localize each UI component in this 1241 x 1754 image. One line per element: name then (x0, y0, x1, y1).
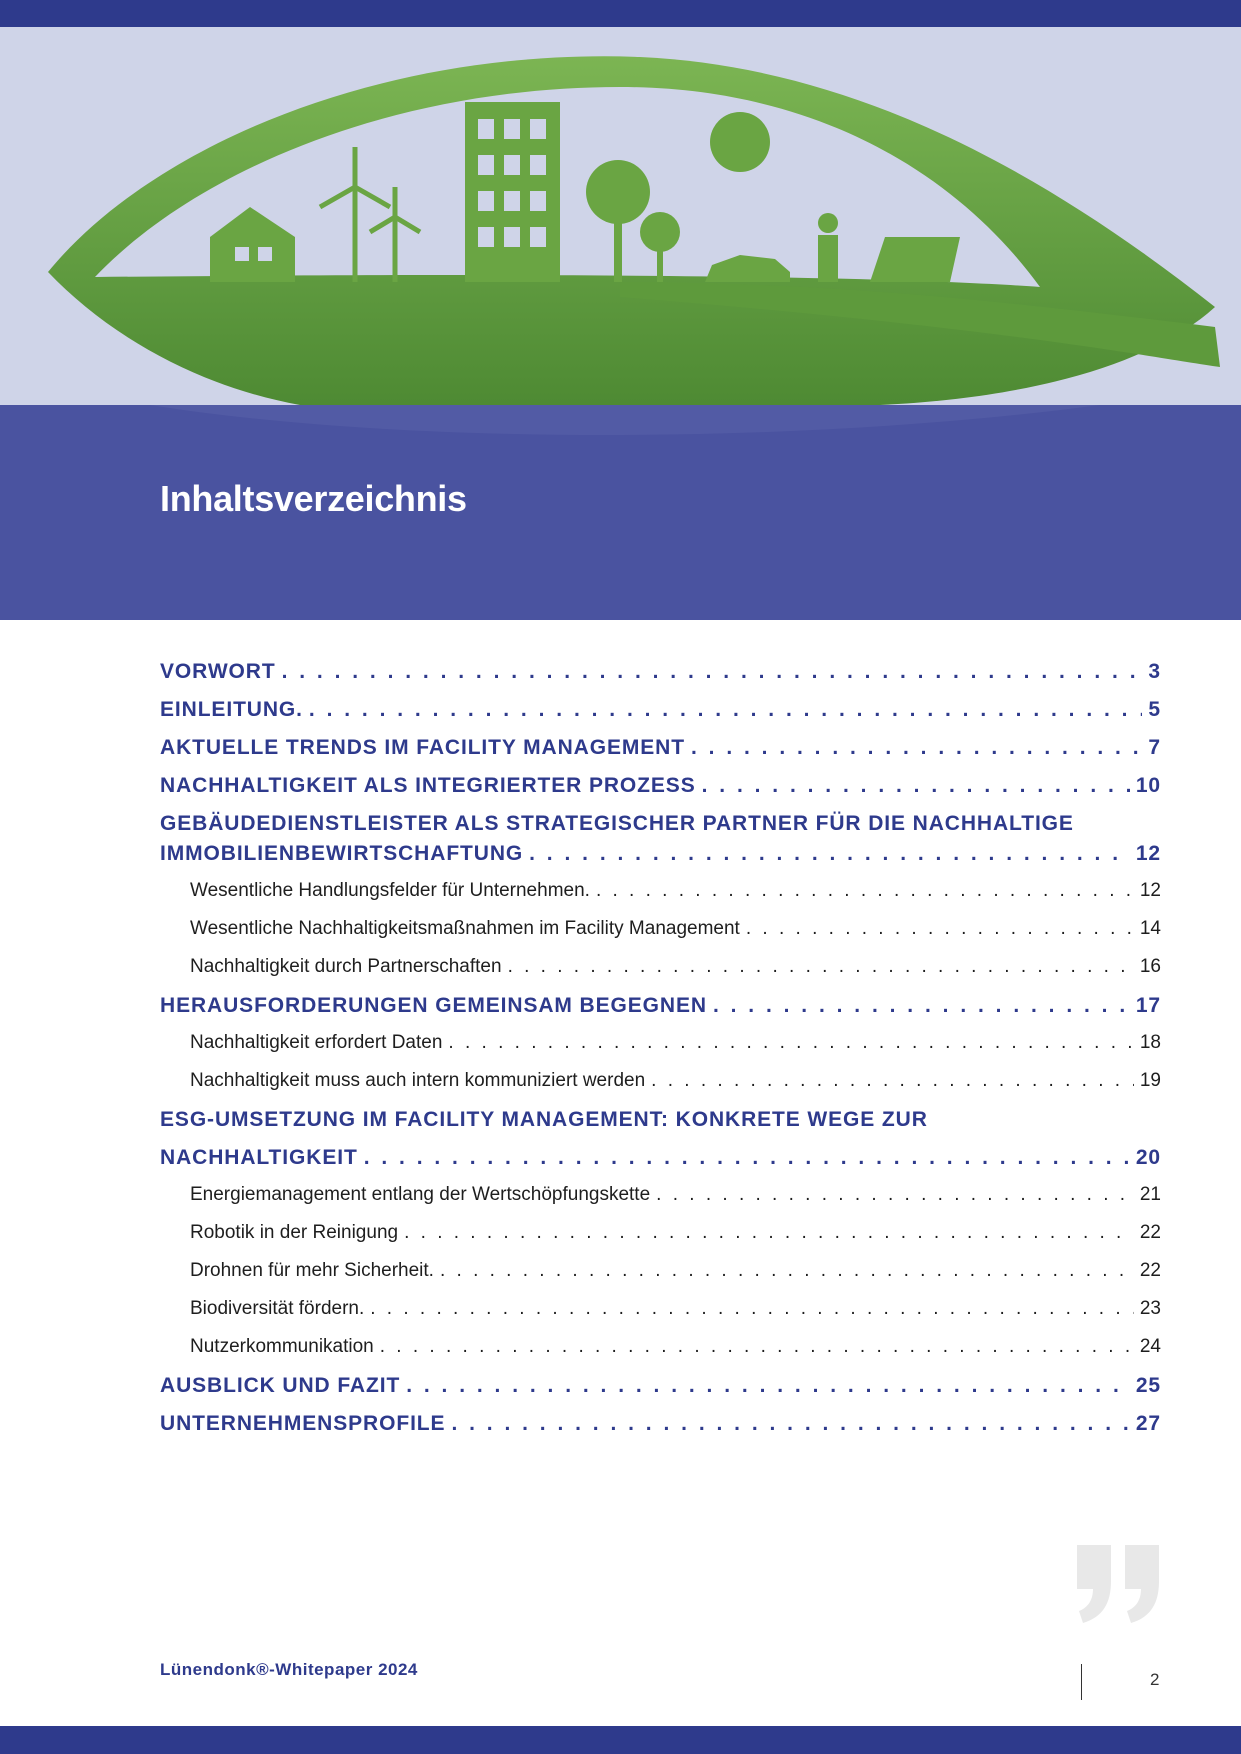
toc-entry[interactable] (160, 736, 1161, 774)
toc-entry-label: IMMOBILIENBEWIRTSCHAFTUNG (160, 842, 524, 865)
toc-entry-page: 17 (1135, 994, 1161, 1017)
toc-leader-dots (448, 1032, 1133, 1054)
toc-leader-dots (370, 1298, 1134, 1320)
toc-entry[interactable] (160, 1374, 1161, 1412)
toc-entry[interactable] (160, 698, 1161, 736)
toc-entry-page: 20 (1135, 1146, 1161, 1169)
table-of-contents (160, 660, 1161, 1450)
toc-entry-page: 7 (1148, 736, 1161, 759)
leaf-city-icon (0, 27, 1241, 405)
toc-subentry-label: Biodiversität fördern. (190, 1298, 365, 1319)
top-accent-bar (0, 0, 1241, 27)
toc-subentry-label: Robotik in der Reinigung (190, 1222, 399, 1243)
toc-leader-dots (651, 1070, 1134, 1092)
page-title: Inhaltsverzeichnis (160, 478, 467, 519)
toc-leader-dots (596, 880, 1134, 902)
toc-subentry-label: Nachhaltigkeit muss auch intern kommuniziert werden (190, 1070, 646, 1091)
toc-entry-label: AKTUELLE TRENDS IM FACILITY MANAGEMENT (160, 736, 685, 759)
toc-subentry[interactable] (160, 1336, 1161, 1374)
footer-publication: Lünendonk®-Whitepaper 2024 (160, 1660, 418, 1679)
toc-subentry[interactable] (160, 880, 1161, 918)
toc-leader-dots (713, 994, 1130, 1018)
hero-image (0, 27, 1241, 405)
toc-subentry-label: Energiemanagement entlang der Wertschöpfungskette (190, 1184, 651, 1205)
toc-leader-dots (508, 956, 1134, 978)
quote-mark-icon (1075, 1545, 1163, 1625)
toc-leader-dots (380, 1336, 1134, 1358)
toc-subentry-label: Nachhaltigkeit erfordert Daten (190, 1032, 443, 1053)
toc-subentry-label: Wesentliche Handlungsfelder für Unternehmen. (190, 880, 590, 901)
toc-entry-label: UNTERNEHMENSPROFILE (160, 1412, 446, 1435)
toc-entry-page: 25 (1135, 1374, 1161, 1397)
toc-subentry[interactable] (160, 1298, 1161, 1336)
toc-subentry[interactable] (160, 1032, 1161, 1070)
toc-subentry-page: 21 (1139, 1184, 1161, 1205)
toc-entry-label: EINLEITUNG. (160, 698, 303, 721)
toc-leader-dots (406, 1374, 1130, 1398)
toc-entry[interactable] (160, 774, 1161, 812)
toc-leader-dots (529, 842, 1130, 866)
toc-leader-dots (691, 736, 1142, 760)
toc-subentry-page: 23 (1139, 1298, 1161, 1319)
toc-leader-dots (746, 918, 1134, 940)
toc-entry-label: HERAUSFORDERUNGEN GEMEINSAM BEGEGNEN (160, 994, 707, 1017)
toc-subentry[interactable] (160, 918, 1161, 956)
toc-entry-label: GEBÄUDEDIENSTLEISTER ALS STRATEGISCHER PARTNER FÜR DIE NACHHALTIGE (160, 812, 1074, 835)
toc-leader-dots (309, 698, 1143, 722)
toc-subentry-label: Nutzerkommunikation (190, 1336, 374, 1357)
toc-entry-label: ESG-UMSETZUNG IM FACILITY MANAGEMENT: KONKRETE WEGE ZUR (160, 1108, 928, 1131)
toc-entry-label: NACHHALTIGKEIT (160, 1146, 358, 1169)
toc-subentry-page: 16 (1139, 956, 1161, 977)
bottom-accent-bar (0, 1726, 1241, 1754)
toc-subentry-page: 14 (1139, 918, 1161, 939)
toc-entry-line1[interactable] (160, 1108, 1161, 1146)
toc-subentry-page: 18 (1139, 1032, 1161, 1053)
toc-entry[interactable] (160, 994, 1161, 1032)
toc-subentry-page: 22 (1139, 1222, 1161, 1243)
toc-leader-dots (404, 1222, 1134, 1244)
toc-subentry-page: 22 (1139, 1260, 1161, 1281)
toc-subentry[interactable] (160, 1184, 1161, 1222)
toc-subentry[interactable] (160, 1070, 1161, 1108)
toc-subentry[interactable] (160, 1260, 1161, 1298)
page-number: 2 (1150, 1670, 1160, 1689)
toc-entry-page: 5 (1148, 698, 1161, 721)
toc-entry-label: NACHHALTIGKEIT ALS INTEGRIERTER PROZESS (160, 774, 696, 797)
toc-entry[interactable] (160, 1412, 1161, 1450)
footer-divider (1081, 1664, 1082, 1700)
toc-entry-line2[interactable] (160, 1146, 1161, 1184)
toc-entry-page: 27 (1135, 1412, 1161, 1435)
toc-entry-page: 3 (1148, 660, 1161, 683)
toc-entry-label: AUSBLICK UND FAZIT (160, 1374, 401, 1397)
toc-leader-dots (656, 1184, 1134, 1206)
toc-leader-dots (282, 660, 1143, 684)
toc-entry-page: 10 (1135, 774, 1161, 797)
toc-entry[interactable] (160, 660, 1161, 698)
toc-leader-dots (702, 774, 1130, 798)
toc-entry-line2[interactable] (160, 842, 1161, 880)
toc-entry-line1[interactable] (160, 812, 1161, 842)
toc-subentry[interactable] (160, 1222, 1161, 1260)
toc-subentry-page: 24 (1139, 1336, 1161, 1357)
toc-leader-dots (440, 1260, 1134, 1282)
toc-entry-label: VORWORT (160, 660, 276, 683)
toc-subentry[interactable] (160, 956, 1161, 994)
toc-subentry-page: 12 (1139, 880, 1161, 901)
toc-entry-page: 12 (1135, 842, 1161, 865)
toc-subentry-label: Nachhaltigkeit durch Partnerschaften (190, 956, 502, 977)
toc-leader-dots (451, 1412, 1129, 1436)
toc-leader-dots (364, 1146, 1130, 1170)
toc-subentry-label: Drohnen für mehr Sicherheit. (190, 1260, 434, 1281)
toc-subentry-page: 19 (1139, 1070, 1161, 1091)
toc-subentry-label: Wesentliche Nachhaltigkeitsmaßnahmen im Facility Management (190, 918, 740, 939)
